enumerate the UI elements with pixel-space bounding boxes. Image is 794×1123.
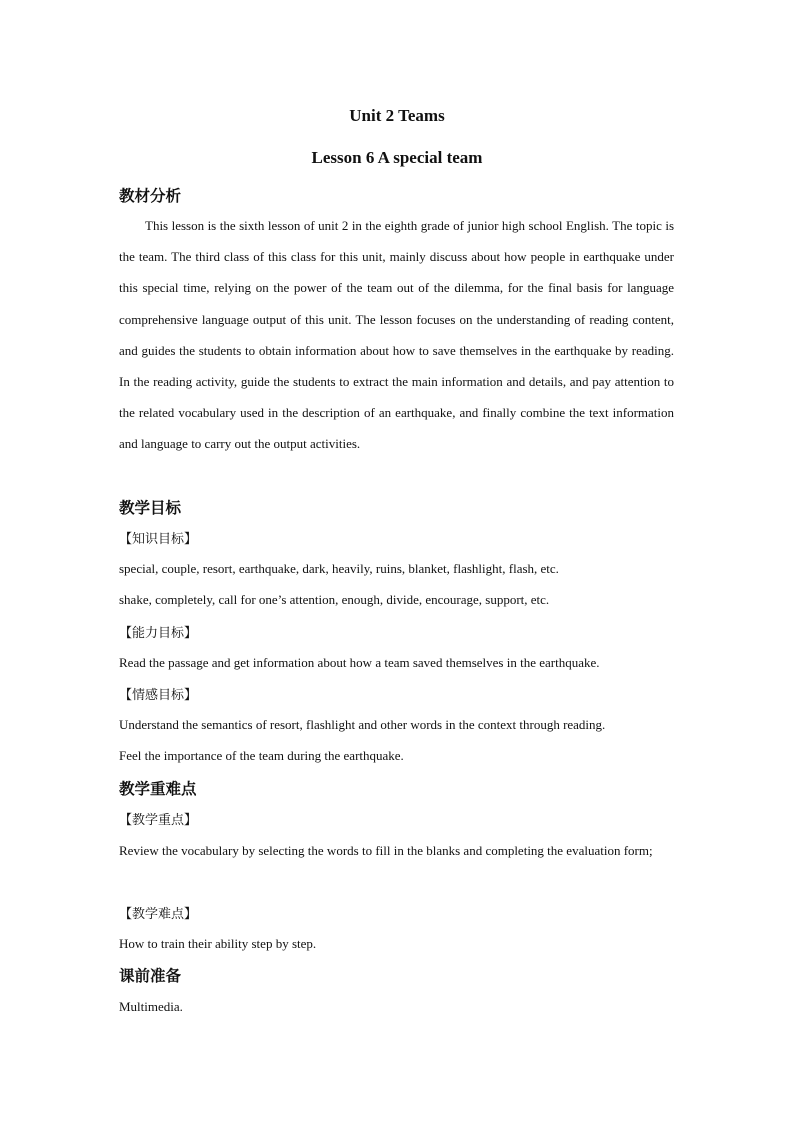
emotion-line-1: Understand the semantics of resort, flashlight and other words in the context through reading. (119, 717, 606, 732)
preparation-heading: 课前准备 (119, 967, 182, 985)
focus-paragraph: Review the vocabulary by selecting the words to fill in the blanks and completing the evaluation form; (119, 843, 653, 858)
difficulty-label: 【教学难点】 (119, 907, 198, 922)
lesson-title: Lesson 6 A special team (311, 148, 483, 167)
objectives-heading: 教学目标 (119, 499, 182, 517)
analysis-paragraph: This lesson is the sixth lesson of unit 2 in the eighth grade of junior high school English. The topic is the team. The third class of this class for this unit, mainly discuss about how people in earthquake under this special time, relying on the power of the team out of the dilemma, for the final basis for language comprehensive language output of this unit. The lesson focuses on the understanding of reading content, and guides the students to obtain information about how to save themselves in the earthquake by reading. In the reading activity, guide the students to extract the main information and details, and pay attention to the related vocabulary used in the description of an earthquake, and finally combine the text information and language to carry out the output activities. (119, 218, 674, 452)
emotion-line-2: Feel the importance of the team during the earthquake. (119, 748, 404, 763)
knowledge-line-2: shake, completely, call for one’s attention, enough, divide, encourage, support, etc. (119, 592, 550, 607)
analysis-heading: 教材分析 (119, 187, 182, 205)
ability-line-1: Read the passage and get information about how a team saved themselves in the earthquake. (119, 655, 600, 670)
focus-label: 【教学重点】 (119, 813, 198, 828)
document-title: Unit 2 Teams (349, 106, 445, 125)
key-points-heading: 教学重难点 (119, 780, 197, 798)
emotion-objective-label: 【情感目标】 (119, 688, 198, 703)
ability-objective-label: 【能力目标】 (119, 626, 198, 641)
preparation-line: Multimedia. (119, 999, 183, 1014)
knowledge-line-1: special, couple, resort, earthquake, dark, heavily, ruins, blanket, flashlight, flash, etc. (119, 561, 559, 576)
knowledge-objective-label: 【知识目标】 (119, 532, 198, 547)
difficulty-line: How to train their ability step by step. (119, 936, 317, 951)
